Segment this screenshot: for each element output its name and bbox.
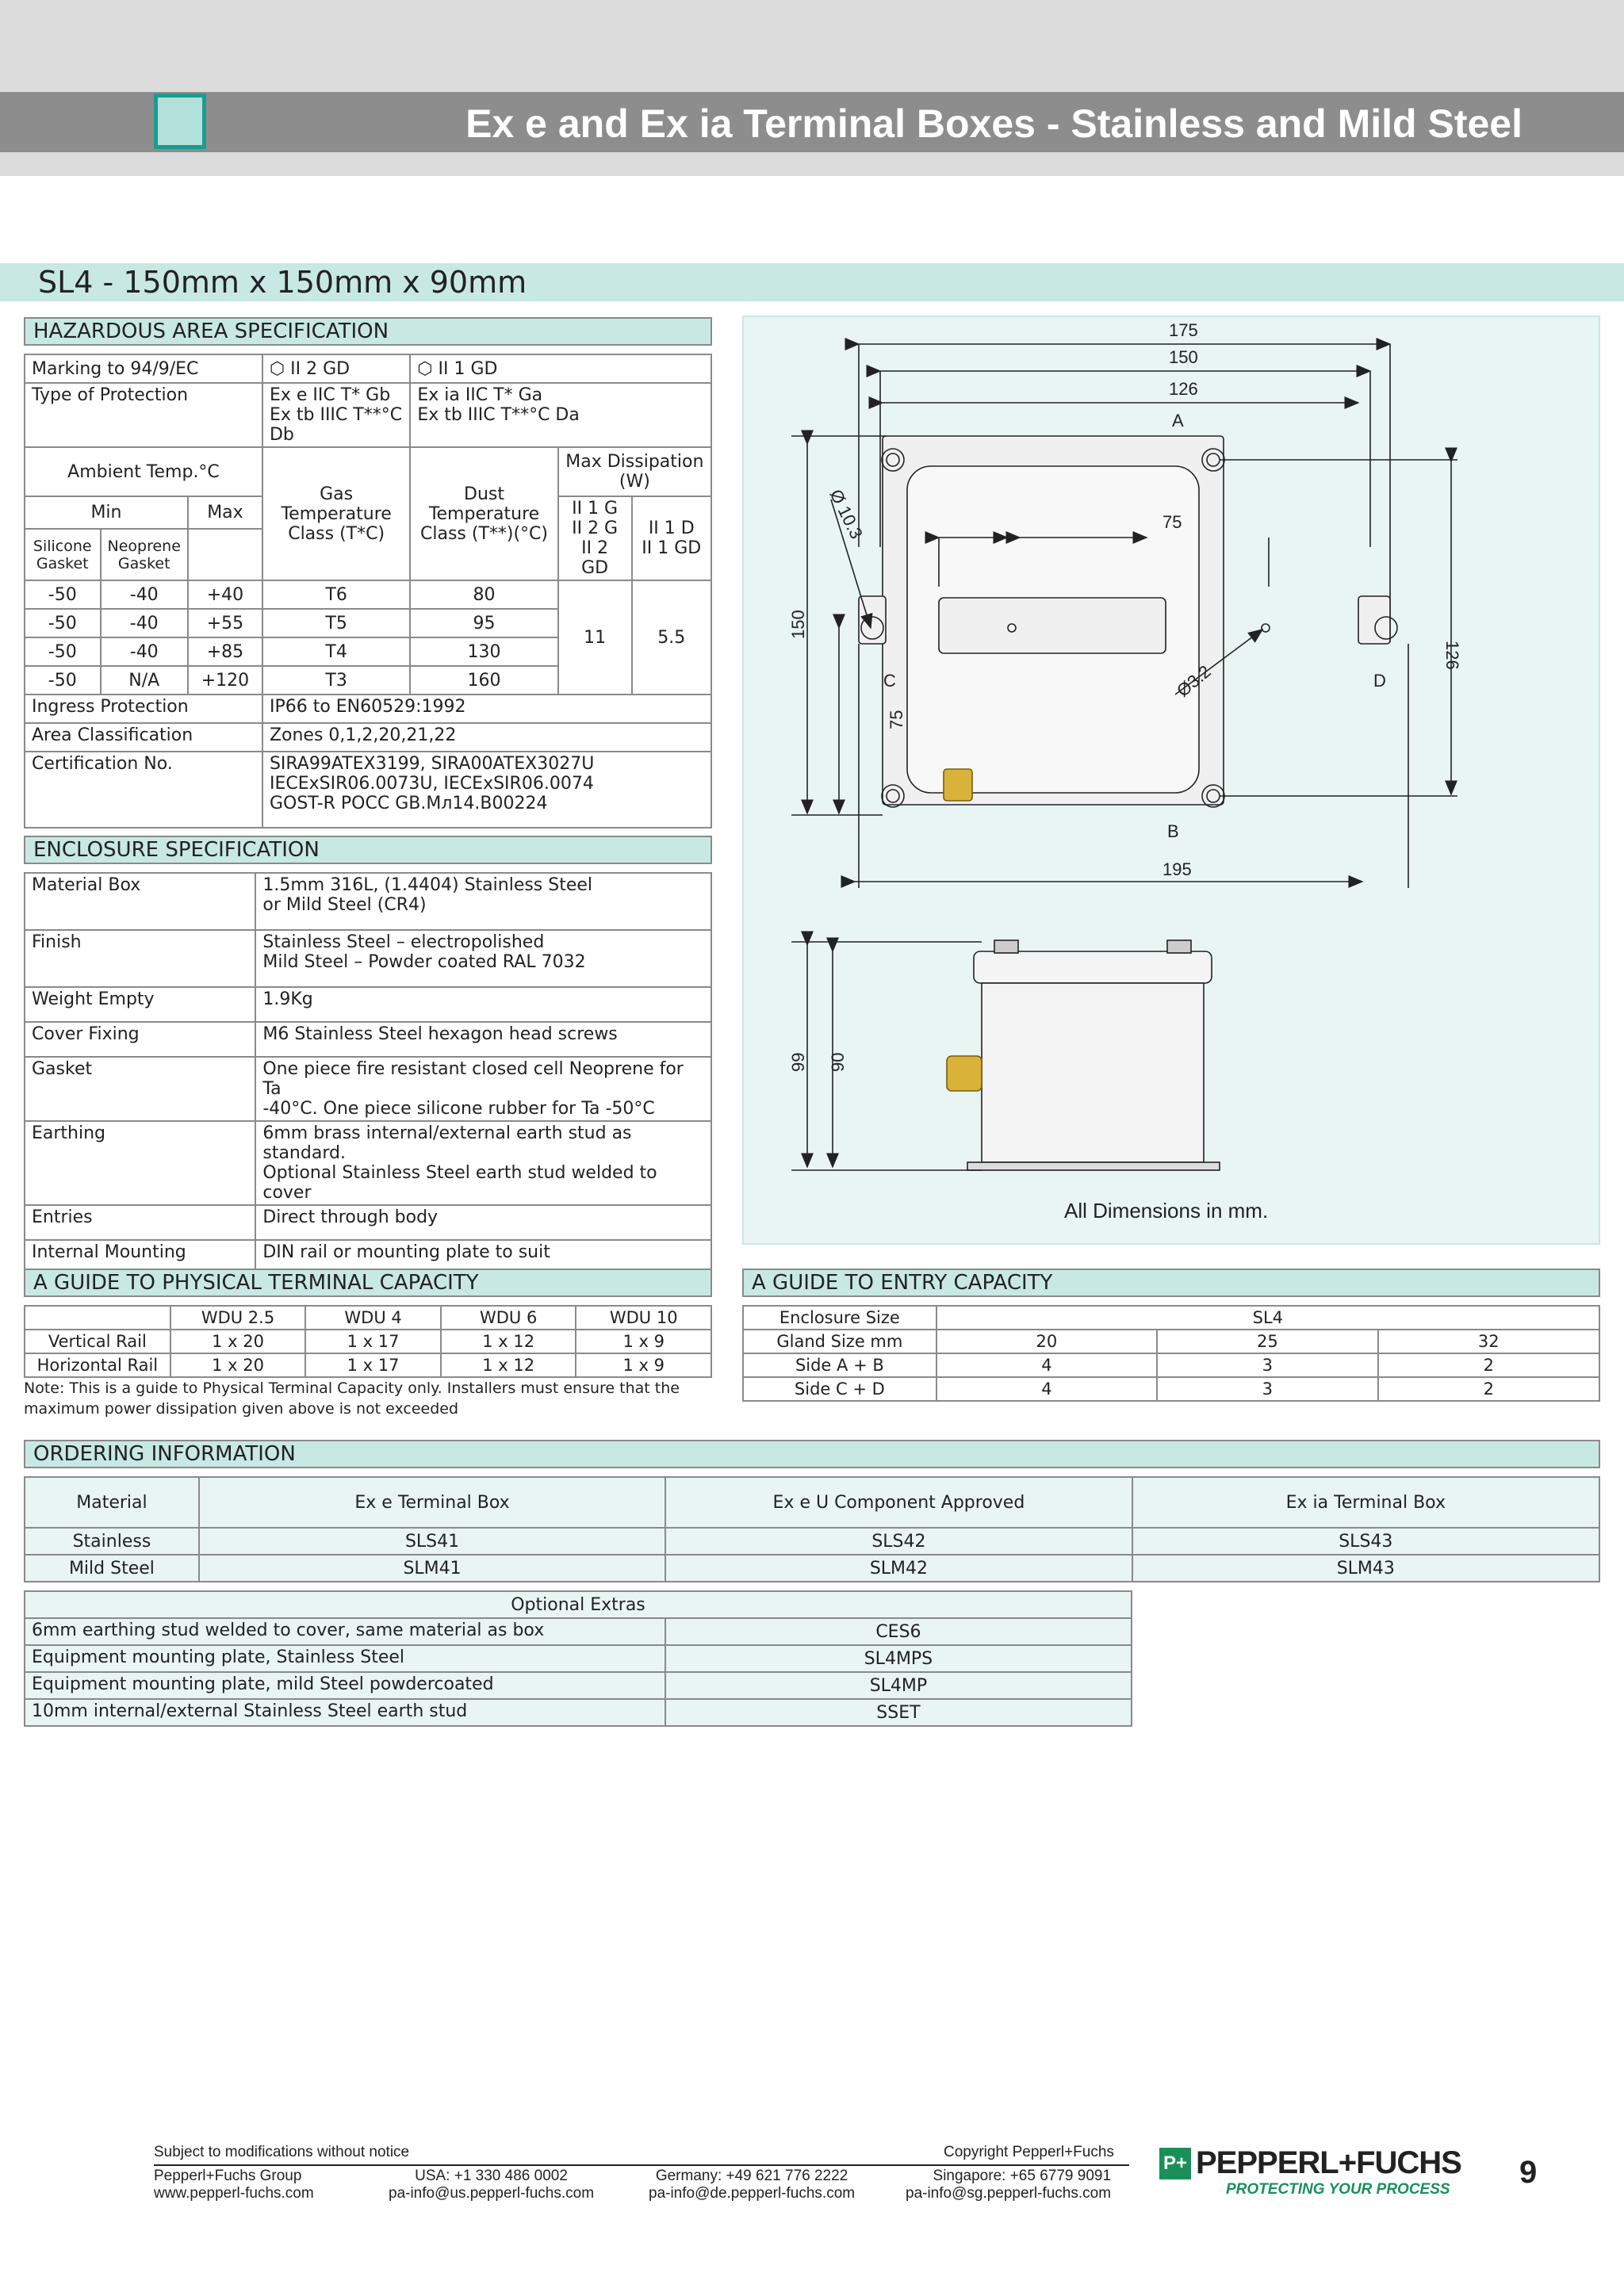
terminal-header-row: WDU 2.5 WDU 4 WDU 6 WDU 10: [25, 1306, 711, 1330]
extras-row: Equipment mounting plate, mild Steel powdercoated SL4MP: [25, 1672, 1132, 1699]
terminal-table: [24, 1305, 712, 1378]
area-value: Zones 0,1,2,20,21,22: [262, 723, 711, 752]
entry-row: Side A + B 4 3 2: [743, 1353, 1599, 1377]
dim-126: 126: [1169, 379, 1198, 399]
ingress-label: Ingress Protection: [25, 695, 262, 723]
diss-val-2: 5.5: [632, 580, 711, 695]
dim-195: 195: [1162, 859, 1192, 879]
dim-126v: 126: [1442, 641, 1462, 670]
neoprene-header: Neoprene Gasket: [101, 529, 188, 580]
dim-150: 150: [1169, 347, 1198, 367]
entry-row: Gland Size mm 20 25 32: [743, 1330, 1599, 1353]
footer-singapore: Singapore: +65 6779 9091 pa-info@sg.pepperl-fuchs.com: [906, 2168, 1112, 2202]
entry-table: [742, 1305, 1600, 1402]
label-a: A: [1172, 411, 1184, 430]
footer-notice: Subject to modifications without notice: [154, 2144, 410, 2160]
label-c: C: [883, 671, 896, 691]
footer-germany: Germany: +49 621 776 2222 pa-info@de.pepperl-fuchs.com: [649, 2168, 856, 2202]
entry-row: Side C + D 4 3 2: [743, 1377, 1599, 1401]
ambient-header: Ambient Temp.°C: [25, 447, 262, 496]
ordering-row: Mild Steel SLM41 SLM42 SLM43: [25, 1555, 1599, 1582]
enclosure-row: Material Box 1.5mm 316L, (1.4404) Stainless Steel or Mild Steel (CR4): [25, 873, 711, 930]
area-label: Area Classification: [25, 723, 262, 752]
ordering-heading: ORDERING INFORMATION: [24, 1440, 1600, 1468]
dim-10-3: Ø 10.3: [825, 486, 867, 542]
protection-1: Ex e IIC T* Gb Ex tb IIIC T**°C Db: [262, 383, 410, 447]
dust-class-header: Dust Temperature Class (T**)(°C): [410, 447, 557, 580]
footer-copyright: Copyright Pepperl+Fuchs: [944, 2144, 1114, 2160]
page-number: 9: [1519, 2155, 1538, 2190]
enclosure-row: Cover Fixing M6 Stainless Steel hexagon head screws: [25, 1022, 711, 1057]
gas-class-header: Gas Temperature Class (T*C): [262, 447, 410, 580]
pepperl-fuchs-logo: [1159, 2145, 1461, 2198]
extras-row: Equipment mounting plate, Stainless Steel SL4MPS: [25, 1645, 1132, 1672]
dim-90: 90: [828, 1052, 848, 1072]
ex-icon: ⬡: [269, 358, 291, 379]
pf-logo-icon: P+: [1159, 2148, 1191, 2179]
enclosure-heading: ENCLOSURE SPECIFICATION: [24, 836, 712, 864]
ingress-value: IP66 to EN60529:1992: [262, 695, 711, 723]
dim-99: 99: [788, 1052, 808, 1072]
extras-row: 6mm earthing stud welded to cover, same material as box CES6: [25, 1618, 1132, 1645]
extras-table: [24, 1590, 1132, 1727]
ordering-row: Stainless SLS41 SLS42 SLS43: [25, 1528, 1599, 1555]
footer-group: Pepperl+Fuchs Group www.pepperl-fuchs.com: [154, 2168, 314, 2202]
terminal-heading: A GUIDE TO PHYSICAL TERMINAL CAPACITY: [24, 1269, 712, 1297]
pf-logo-text: PEPPERL+FUCHS: [1196, 2145, 1461, 2180]
extras-heading: Optional Extras: [25, 1591, 1132, 1618]
diss-val-1: 11: [558, 580, 632, 695]
hazard-table: [24, 354, 712, 828]
label-d: D: [1373, 671, 1386, 691]
terminal-row: Horizontal Rail 1 x 20 1 x 17 1 x 12 1 x 9: [25, 1353, 711, 1377]
enclosure-table: [24, 872, 712, 1276]
marking-1: ⬡ II 2 GD: [262, 354, 410, 383]
footer-usa: USA: +1 330 486 0002 pa-info@us.pepperl-fuchs.com: [389, 2168, 595, 2202]
temp-row: -50 -40 +85 T4 130: [25, 637, 711, 666]
title-square-icon: [154, 94, 206, 149]
marking-2: ⬡ II 1 GD: [410, 354, 711, 383]
pf-logo-tagline: PROTECTING YOUR PROCESS: [1226, 2181, 1450, 2198]
dimension-drawing: [742, 316, 1600, 1245]
enclosure-row: Internal Mounting DIN rail or mounting plate to suit: [25, 1240, 711, 1275]
marking-label: Marking to 94/9/EC: [25, 354, 262, 383]
product-title: SL4 - 150mm x 150mm x 90mm: [38, 265, 527, 300]
entry-header-row: Enclosure Size SL4: [743, 1306, 1599, 1330]
label-b: B: [1167, 821, 1179, 841]
terminal-row: Vertical Rail 1 x 20 1 x 17 1 x 12 1 x 9: [25, 1330, 711, 1353]
footer-rule: [154, 2164, 1129, 2166]
enclosure-row: Earthing 6mm brass internal/external earth stud as standard. Optional Stainless Steel earth stud welded to cover: [25, 1121, 711, 1205]
enclosure-row: Finish Stainless Steel – electropolished Mild Steel – Powder coated RAL 7032: [25, 930, 711, 987]
dim-75v: 75: [887, 710, 906, 729]
dim-75: 75: [1162, 512, 1182, 532]
enclosure-row: Entries Direct through body: [25, 1205, 711, 1240]
extras-row: 10mm internal/external Stainless Steel earth stud SSET: [25, 1699, 1132, 1726]
cert-value: SIRA99ATEX3199, SIRA00ATEX3027U IECExSIR06.0073U, IECExSIR06.0074 GOST-R POCC GB.Mл14.B00224: [262, 752, 711, 828]
max-header: Max: [188, 496, 262, 529]
dim-150v: 150: [788, 610, 808, 639]
enclosure-row: Weight Empty 1.9Kg: [25, 987, 711, 1022]
hazard-heading: HAZARDOUS AREA SPECIFICATION: [24, 317, 712, 346]
cert-label: Certification No.: [25, 752, 262, 828]
ordering-header-row: Material Ex e Terminal Box Ex e U Component Approved Ex ia Terminal Box: [25, 1477, 1599, 1528]
ex-icon: ⬡: [417, 358, 439, 379]
entry-heading: A GUIDE TO ENTRY CAPACITY: [742, 1269, 1600, 1297]
terminal-note: Note: This is a guide to Physical Terminal Capacity only. Installers must ensure that the maximum power dissipation given above is not exceeded: [24, 1380, 680, 1418]
blank-cell: [188, 529, 262, 580]
dim-175: 175: [1169, 320, 1198, 340]
protection-2: Ex ia IIC T* Ga Ex tb IIIC T**°C Da: [410, 383, 711, 447]
dim-3-2: Ø3.2: [1173, 661, 1215, 701]
silicone-header: Silicone Gasket: [25, 529, 101, 580]
temp-row: -50 -40 +55 T5 95: [25, 609, 711, 637]
ordering-table: [24, 1476, 1600, 1582]
diss-col2: II 1 D II 1 GD: [632, 496, 711, 580]
page-title: Ex e and Ex ia Terminal Boxes - Stainless and Mild Steel: [465, 101, 1522, 146]
min-header: Min: [25, 496, 188, 529]
protection-label: Type of Protection: [25, 383, 262, 447]
temp-row: -50 -40 +40 T6 80 11 5.5: [25, 580, 711, 609]
max-diss-header: Max Dissipation (W): [558, 447, 711, 496]
diss-col1: II 1 G II 2 G II 2 GD: [558, 496, 632, 580]
enclosure-row: Gasket One piece fire resistant closed cell Neoprene for Ta -40°C. One piece silicone rubber for Ta -50°C: [25, 1057, 711, 1121]
temp-row: -50 N/A +120 T3 160: [25, 666, 711, 695]
drawing-caption: All Dimensions in mm.: [1064, 1199, 1269, 1223]
